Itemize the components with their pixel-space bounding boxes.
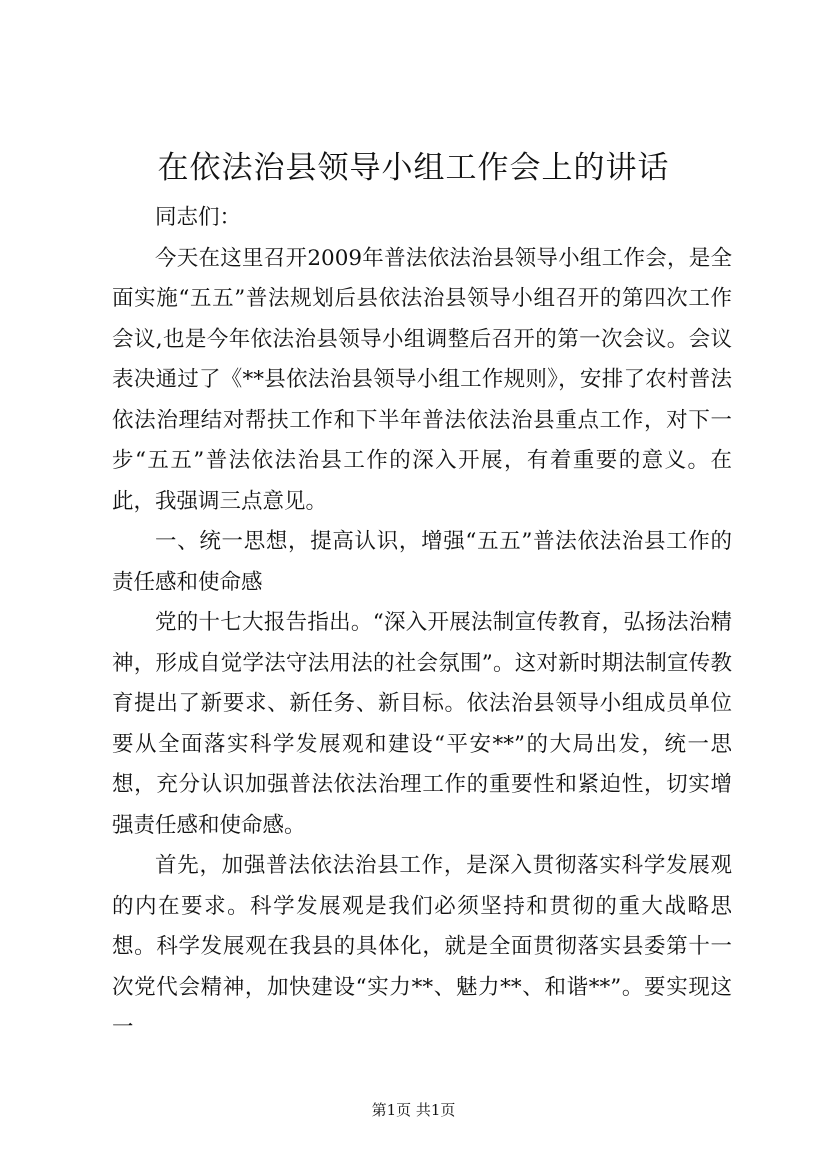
- page-number: 第1页 共1页: [371, 1101, 456, 1119]
- document-body: [112, 198, 732, 1049]
- paragraph-3: 首先，加强普法依法治县工作，是深入贯彻落实科学发展观的内在要求。科学发展观是我们必须坚持和贯彻的重大战略思想。科学发展观在我县的具体化，就是全面贯彻落实县委第十一次党代会精神，加快建设“实力**、魅力**、和谐**”。要实现这一: [112, 853, 732, 1040]
- greeting: 同志们：: [155, 205, 242, 230]
- paragraph-1: 今天在这里召开2009年普法依法治县领导小组工作会，是全面实施“五五”普法规划后县依法治县领导小组召开的第四次工作会议,也是今年依法治县领导小组调整后召开的第一次会议。会议表决通过了《**县依法治县领导小组工作规则》，安排了农村普法依法治理结对帮扶工作和下半年普法依法治县重点工作，对下一步“五五”普法依法治县工作的深入开展，有着重要的意义。在此，我强调三点意见。: [112, 245, 732, 514]
- paragraph-2: 党的十七大报告指出。“深入开展法制宣传教育，弘扬法治精神，形成自觉学法守法用法的社会氛围”。这对新时期法制宣传教育提出了新要求、新任务、新目标。依法治县领导小组成员单位要从全面落实科学发展观和建设“平安**”的大局出发，统一思想，充分认识加强普法依法治理工作的重要性和紧迫性，切实增强责任感和使命感。: [112, 610, 732, 838]
- document-title: 在依法治县领导小组工作会上的讲话: [157, 150, 670, 186]
- section-heading-1: 一、统一思想，提高认识，增强“五五”普法依法治县工作的责任感和使命感: [112, 529, 732, 595]
